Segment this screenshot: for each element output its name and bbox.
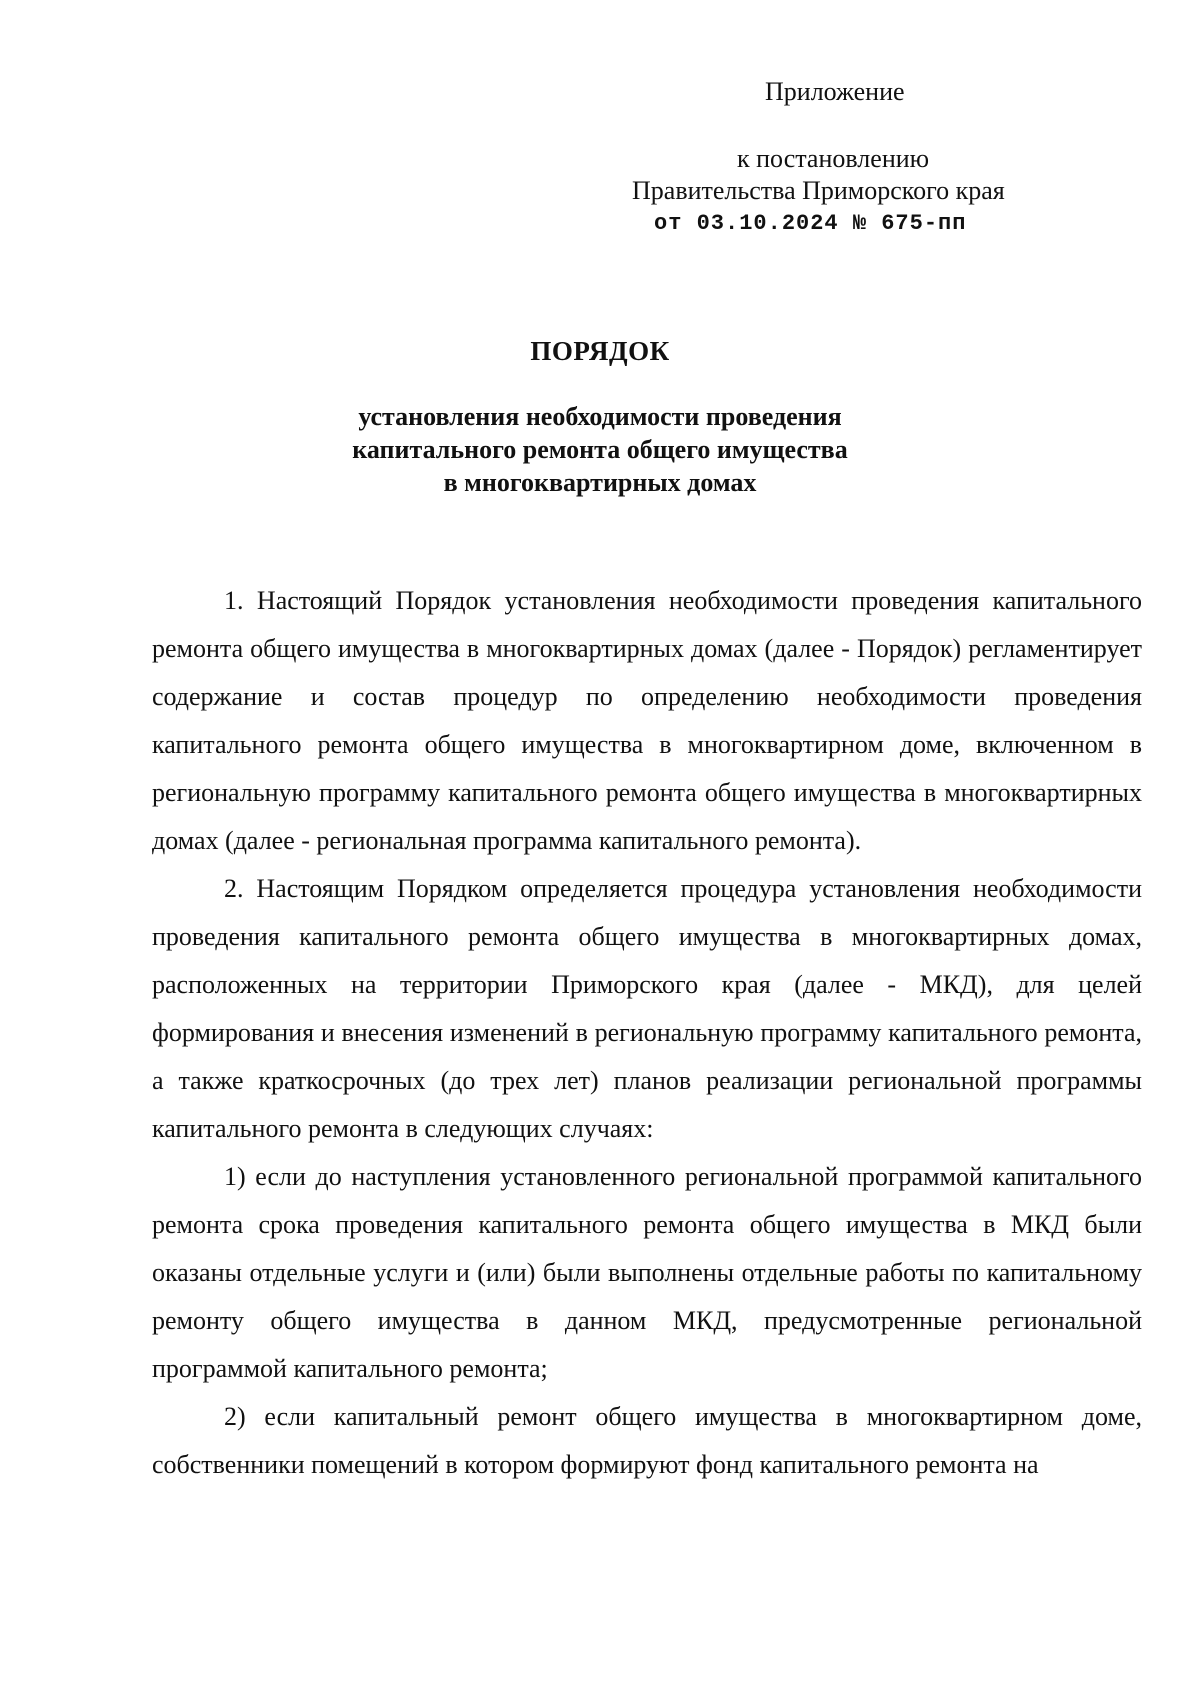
subparagraph-2: 2) если капитальный ремонт общего имущества в многоквартирном доме, собственники помещений в котором формируют фонд капитального ремонта на xyxy=(152,1402,1142,1479)
subtitle-line: капитального ремонта общего имущества xyxy=(352,435,848,464)
to-resolution-label: к постановлению xyxy=(737,144,930,173)
paragraph-2: 2. Настоящим Порядком определяется процедура установления необходимости проведения капитального ремонта общего имущества в многоквартирных домах, расположенных на территории Приморского края (далее - МКД), для целей формирования и внесения изменений в региональную программу капитального ремонта, а также краткосрочных (до трех лет) планов реализации региональной программы капитального ремонта в следующих случаях: xyxy=(152,874,1142,1143)
subtitle-line: в многоквартирных домах xyxy=(443,468,757,497)
appendix-label: Приложение xyxy=(765,77,905,106)
subtitle-line: установления необходимости проведения xyxy=(358,402,842,431)
date-number-stamp: от 03.10.2024 № 675-пп xyxy=(654,211,967,236)
document-title: ПОРЯДОК xyxy=(530,336,670,366)
subparagraph-1: 1) если до наступления установленного региональной программой капитального ремонта срока проведения капитального ремонта общего имущества в МКД были оказаны отдельные услуги и (или) были выполнены отдельные работы по капитальному ремонту общего имущества в данном МКД, предусмотренные региональной программой капитального ремонта; xyxy=(152,1162,1142,1383)
government-label: Правительства Приморского края xyxy=(632,176,1005,205)
document-subtitle xyxy=(0,400,1200,499)
paragraph-1: 1. Настоящий Порядок установления необходимости проведения капитального ремонта общего имущества в многоквартирных домах (далее - Порядок) регламентирует содержание и состав процедур по определению необходимости проведения капитального ремонта общего имущества в многоквартирном доме, включенном в региональную программу капитального ремонта общего имущества в многоквартирных домах (далее - региональная программа капитального ремонта). xyxy=(152,586,1142,855)
document-body xyxy=(152,577,1142,1489)
